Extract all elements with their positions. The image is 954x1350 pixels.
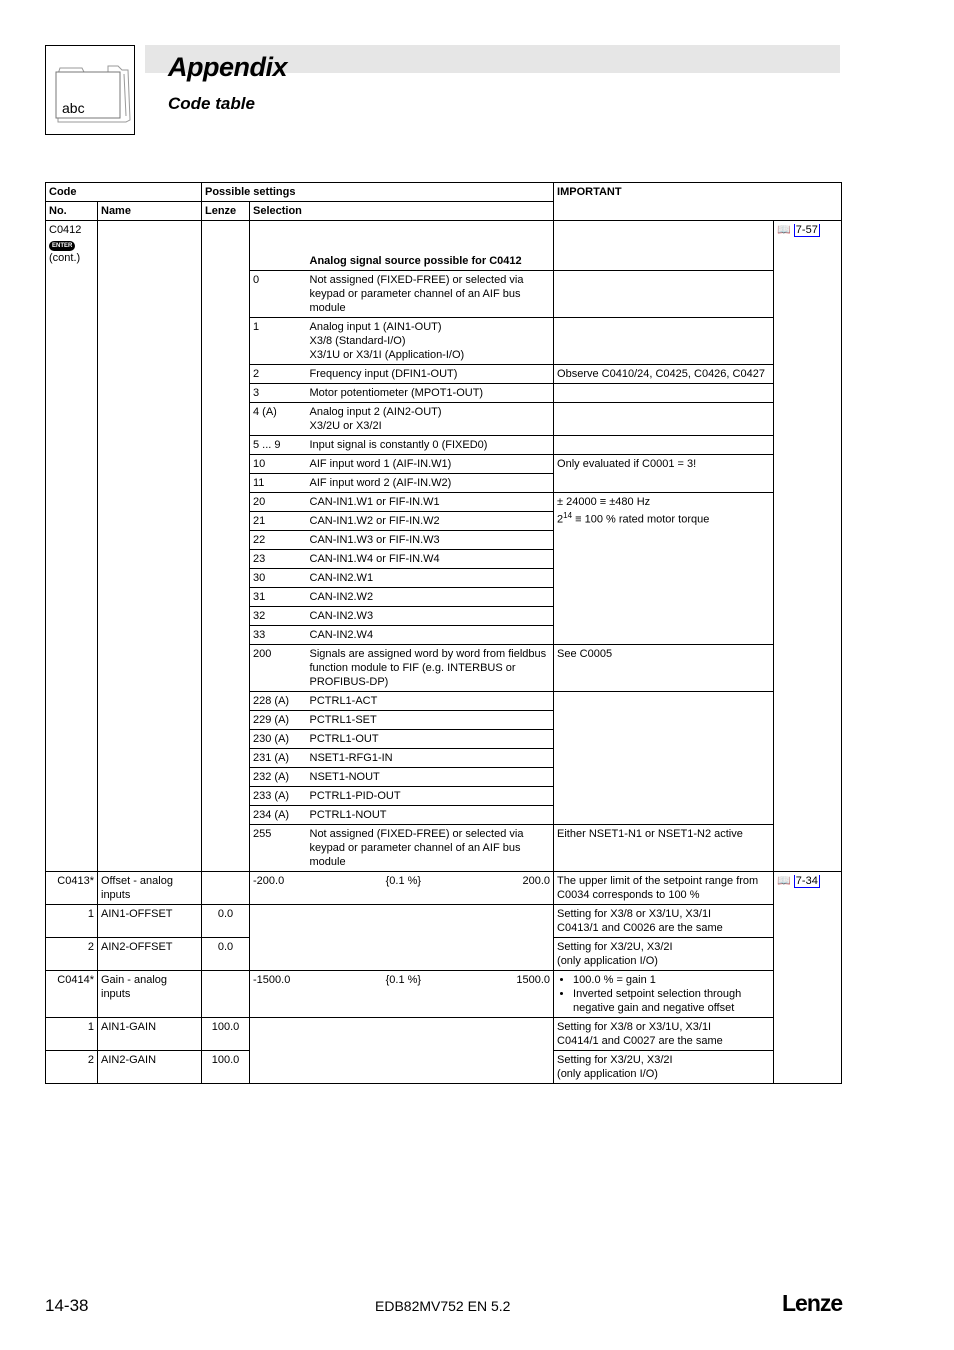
book-icon: 📖 (777, 875, 791, 887)
c0414-code: C0414* (46, 971, 98, 1018)
sel-text: Analog input 2 (AIN2-OUT) X3/2U or X3/2I (307, 403, 554, 436)
sel-code: 1 (250, 318, 307, 365)
sel-text: CAN-IN1.W2 or FIF-IN.W2 (307, 512, 554, 531)
c0413-name: Offset - analog inputs (98, 872, 202, 905)
c0412-code: C0412 (49, 224, 82, 236)
sel-code: 200 (250, 645, 307, 692)
sel-code: 10 (250, 455, 307, 474)
sub-lenze: 100.0 (202, 1018, 250, 1051)
sel-code: 230 (A) (250, 730, 307, 749)
sel-code: 234 (A) (250, 806, 307, 825)
sel-text: PCTRL1-PID-OUT (307, 787, 554, 806)
c0412-code-cell (46, 221, 98, 872)
sel-text: Frequency input (DFIN1-OUT) (307, 365, 554, 384)
sel-code: 255 (250, 825, 307, 872)
range-max: 1500.0 (516, 974, 551, 986)
sel-text: Not assigned (FIXED-FREE) or selected via keypad or parameter channel of an AIF bus module (307, 825, 554, 872)
sel-text: AIF input word 1 (AIF-IN.W1) (307, 455, 554, 474)
c0413-range (250, 872, 554, 905)
sel-code: 22 (250, 531, 307, 550)
c0412-cont: (cont.) (49, 252, 81, 264)
sub-no: 2 (46, 938, 98, 971)
sel-text (307, 318, 554, 365)
sel-code: 21 (250, 512, 307, 531)
sel-text: PCTRL1-SET (307, 711, 554, 730)
sel-text-line: X3/1U or X3/1I (Application-I/O) (309, 349, 465, 361)
c0413-row (46, 872, 842, 905)
note-cell: Observe C0410/24, C0425, C0426, C0427 (554, 365, 774, 384)
note-cell: Either NSET1-N1 or NSET1-N2 active (554, 825, 774, 872)
enter-key-icon: ENTER (49, 241, 75, 251)
sel-code: 0 (250, 271, 307, 318)
code-table (45, 182, 842, 1084)
sub-note: Setting for X3/2U, X3/2I (only application I/O) (554, 938, 774, 971)
sel-code: 23 (250, 550, 307, 569)
c0413-ref-link[interactable]: 7-34 (795, 875, 818, 887)
c0413-code: C0413* (46, 872, 98, 905)
sel-text: CAN-IN2.W1 (307, 569, 554, 588)
sel-code: 229 (A) (250, 711, 307, 730)
sel-code: 11 (250, 474, 307, 493)
book-icon: 📖 (777, 224, 791, 236)
sel-text: CAN-IN1.W3 or FIF-IN.W3 (307, 531, 554, 550)
brand-logo: Lenze (782, 1290, 843, 1316)
range-min: -200.0 (253, 875, 285, 887)
sel-code: 33 (250, 626, 307, 645)
sel-code: 2 (250, 365, 307, 384)
sel-text: NSET1-RFG1-IN (307, 749, 554, 768)
sel-text-line: X3/8 (Standard-I/O) (309, 335, 406, 347)
c0413-note: The upper limit of the setpoint range from C0034 corresponds to 100 % (554, 872, 774, 905)
header-lenze: Lenze (202, 202, 250, 221)
header-selection: Selection (250, 202, 554, 221)
sub-name: AIN2-GAIN (98, 1051, 202, 1084)
header-row-1 (46, 183, 842, 202)
c0414-range (250, 971, 554, 1018)
c0414-note (554, 971, 774, 1018)
header-possible-settings: Possible settings (202, 183, 554, 202)
bullet-item: • Inverted setpoint selection through negative gain and negative offset (573, 987, 770, 1015)
page-subtitle: Code table (168, 94, 255, 113)
page-title: Appendix (168, 52, 288, 82)
c0412-ref-link[interactable]: 7-57 (795, 224, 818, 236)
header-important: IMPORTANT (554, 183, 842, 221)
sel-text: CAN-IN2.W4 (307, 626, 554, 645)
sel-text-line: Analog input 1 (AIN1-OUT) (309, 321, 442, 333)
sub-note: Setting for X3/8 or X3/1U, X3/1I C0413/1 and C0026 are the same (554, 905, 774, 938)
c0412-lenze-cell (202, 221, 250, 872)
sub-no: 2 (46, 1051, 98, 1084)
sub-no: 1 (46, 1018, 98, 1051)
note-cell: See C0005 (554, 645, 774, 692)
c0414-sub-1 (46, 1018, 842, 1051)
sub-name: AIN1-OFFSET (98, 905, 202, 938)
sel-text: PCTRL1-OUT (307, 730, 554, 749)
range-step: {0.1 %} (385, 974, 422, 986)
sel-text: CAN-IN1.W4 or FIF-IN.W4 (307, 550, 554, 569)
c0412-ref-cell[interactable] (774, 221, 842, 872)
sel-code: 20 (250, 493, 307, 512)
header-no: No. (46, 202, 98, 221)
bullet-item: • 100.0 % = gain 1 (573, 973, 770, 987)
note-cell: ± 24000 ≡ ±480 Hz $2^{14} \equiv 100$ % rated motor torque (554, 493, 774, 645)
sel-text: Motor potentiometer (MPOT1-OUT) (307, 384, 554, 403)
sel-text: CAN-IN2.W3 (307, 607, 554, 626)
sel-code: 228 (A) (250, 692, 307, 711)
sel-text: PCTRL1-ACT (307, 692, 554, 711)
sub-name: AIN2-OFFSET (98, 938, 202, 971)
sel-code: 31 (250, 588, 307, 607)
range-min: -1500.0 (253, 974, 291, 986)
folder-icon (46, 46, 136, 136)
sel-text: Input signal is constantly 0 (FIXED0) (307, 436, 554, 455)
sub-note: Setting for X3/2U, X3/2I (only application I/O) (554, 1051, 774, 1084)
sel-text: CAN-IN1.W1 or FIF-IN.W1 (307, 493, 554, 512)
sel-code: 232 (A) (250, 768, 307, 787)
range-max: 200.0 (522, 875, 551, 887)
sel-text: NSET1-NOUT (307, 768, 554, 787)
sub-note: Setting for X3/8 or X3/1U, X3/1I C0414/1 and C0027 are the same (554, 1018, 774, 1051)
document-id: EDB82MV752 EN 5.2 (375, 1298, 511, 1314)
sub-lenze: 100.0 (202, 1051, 250, 1084)
header-name: Name (98, 202, 202, 221)
sel-code: 233 (A) (250, 787, 307, 806)
sel-code: 4 (A) (250, 403, 307, 436)
sel-code: 32 (250, 607, 307, 626)
sel-code: 231 (A) (250, 749, 307, 768)
sel-text: PCTRL1-NOUT (307, 806, 554, 825)
chapter-icon-box (45, 45, 135, 135)
c0414-name: Gain - analog inputs (98, 971, 202, 1018)
c0412-selection-title: Analog signal source possible for C0412 (307, 221, 554, 271)
c0413-sub-1 (46, 905, 842, 938)
c0412-title-row (46, 221, 842, 271)
header-code: Code (46, 183, 202, 202)
sel-text: CAN-IN2.W2 (307, 588, 554, 607)
note-cell: Only evaluated if C0001 = 3! (554, 455, 774, 493)
sub-no: 1 (46, 905, 98, 938)
sel-text: Signals are assigned word by word from fieldbus function module to FIF (e.g. INTERBUS or PROFIBUS-DP) (307, 645, 554, 692)
chapter-icon-label: abc (62, 100, 85, 116)
sub-lenze: 0.0 (202, 905, 250, 938)
sel-text: AIF input word 2 (AIF-IN.W2) (307, 474, 554, 493)
sub-lenze: 0.0 (202, 938, 250, 971)
sel-code: 3 (250, 384, 307, 403)
page-number: 14-38 (45, 1296, 89, 1315)
c0414-row (46, 971, 842, 1018)
range-step: {0.1 %} (385, 875, 422, 887)
c0412-name-cell (98, 221, 202, 872)
sel-code: 5 ... 9 (250, 436, 307, 455)
sel-text: Not assigned (FIXED-FREE) or selected via keypad or parameter channel of an AIF bus module (307, 271, 554, 318)
sel-code: 30 (250, 569, 307, 588)
c0413-ref-cell[interactable] (774, 872, 842, 1084)
sub-name: AIN1-GAIN (98, 1018, 202, 1051)
